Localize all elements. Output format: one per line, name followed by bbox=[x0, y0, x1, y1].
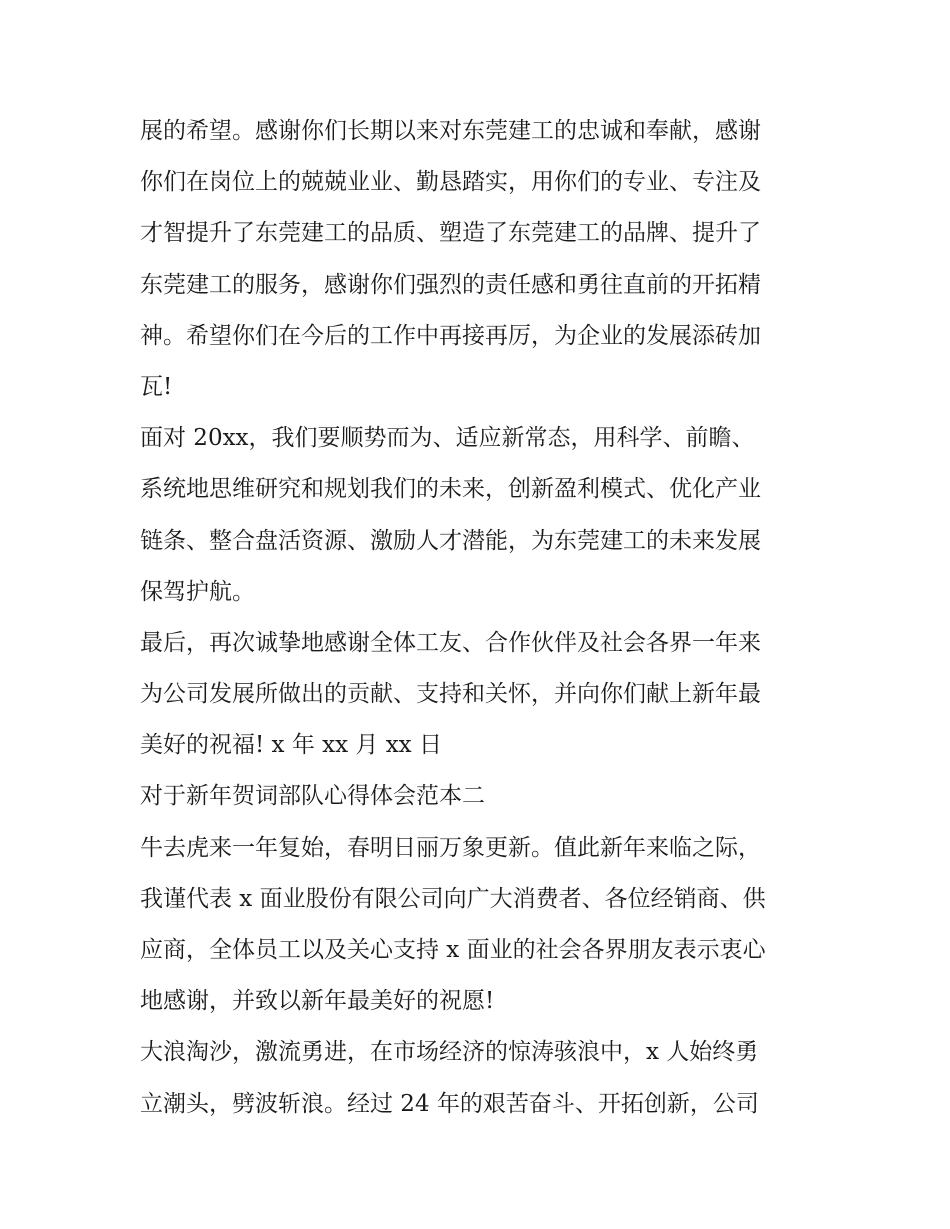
text-line: 地感谢，并致以新年最美好的祝愿! bbox=[140, 988, 495, 1015]
text-line: 立潮头，劈波斩浪。经过 24 年的艰苦奋斗、开拓创新，公司 bbox=[140, 1090, 759, 1117]
text-line: 大浪淘沙，激流勇进，在市场经济的惊涛骇浪中，x 人始终勇 bbox=[140, 1039, 759, 1066]
text-line: 应商，全体员工以及关心支持 x 面业的社会各界朋友表示衷心 bbox=[140, 937, 766, 963]
text-line: 最后，再次诚挚地感谢全体工友、合作伙伴及社会各界一年来 bbox=[140, 629, 761, 656]
text-line: 为公司发展所做出的贡献、支持和关怀，并向你们献上新年最 bbox=[140, 681, 761, 708]
text-line: 东莞建工的服务，感谢你们强烈的责任感和勇往直前的开拓精 bbox=[140, 271, 761, 298]
text-line: 神。希望你们在今后的工作中再接再厉，为企业的发展添砖加 bbox=[140, 322, 761, 349]
section-heading: 对于新年贺词部队心得体会范本二 bbox=[140, 783, 485, 810]
text-line: 展的希望。感谢你们长期以来对东莞建工的忠诚和奉献，感谢 bbox=[140, 118, 761, 144]
document-body bbox=[140, 106, 820, 1130]
text-line: 瓦! bbox=[140, 373, 173, 400]
text-line: 你们在岗位上的兢兢业业、勤恳踏实，用你们的专业、专注及 bbox=[140, 169, 761, 196]
text-line: 牛去虎来一年复始，春明日丽万象更新。值此新年来临之际， bbox=[140, 834, 761, 861]
text-line: 我谨代表 x 面业股份有限公司向广大消费者、各位经销商、供 bbox=[140, 885, 766, 912]
text-line: 美好的祝福! x 年 xx 月 xx 日 bbox=[140, 732, 442, 759]
text-line: 链条、整合盘活资源、激励人才潜能，为东莞建工的未来发展 bbox=[140, 527, 761, 554]
text-line: 才智提升了东莞建工的品质、塑造了东莞建工的品牌、提升了 bbox=[140, 220, 761, 247]
text-line: 系统地思维研究和规划我们的未来，创新盈利模式、优化产业 bbox=[140, 476, 761, 503]
text-line: 面对 20xx，我们要顺势而为、适应新常态，用科学、前瞻、 bbox=[140, 425, 755, 452]
text-line: 保驾护航。 bbox=[140, 578, 255, 605]
